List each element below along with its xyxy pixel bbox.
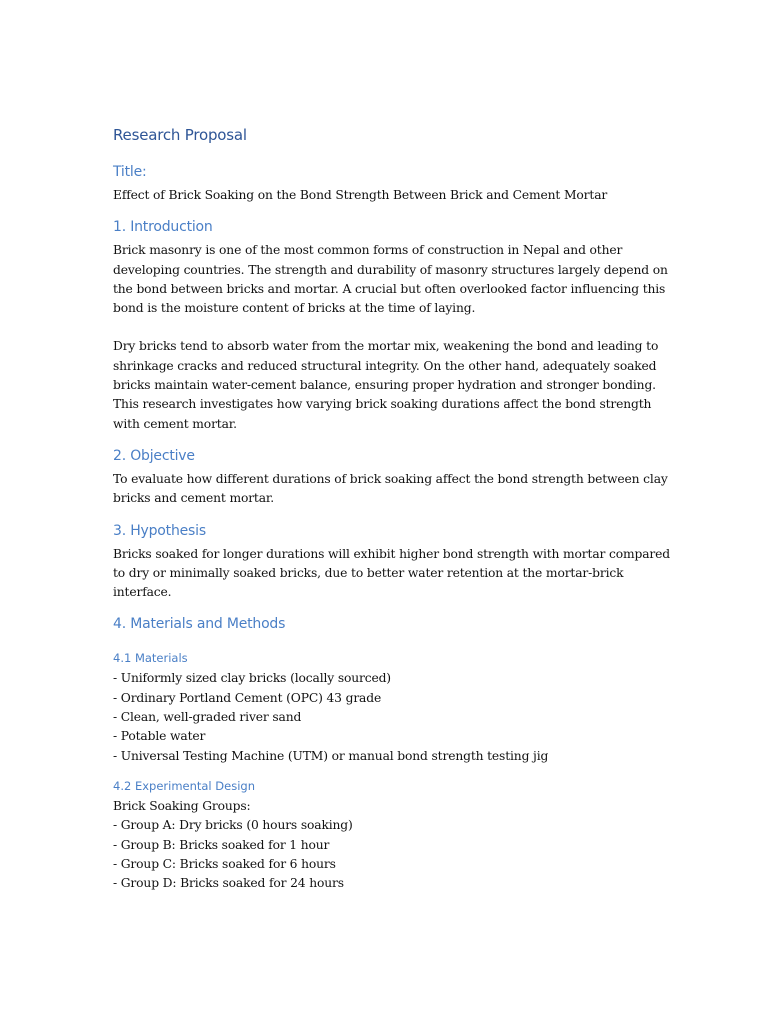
introduction-paragraph-2 <box>113 337 658 433</box>
text-line: to dry or minimally soaked bricks, due to better water retention at the mortar-brick <box>113 565 624 580</box>
list-item: - Universal Testing Machine (UTM) or manual bond strength testing jig <box>113 748 549 763</box>
text-line: Bricks soaked for longer durations will exhibit higher bond strength with mortar compared <box>113 546 670 561</box>
objective-heading: 2. Objective <box>113 447 195 464</box>
text-line: shrinkage cracks and reduced structural integrity. On the other hand, adequately soaked <box>113 358 657 373</box>
text-line: This research investigates how varying brick soaking durations affect the bond strength <box>113 397 652 412</box>
hypothesis-heading: 3. Hypothesis <box>113 522 206 539</box>
list-item: - Clean, well-graded river sand <box>113 710 302 725</box>
list-item: - Group A: Dry bricks (0 hours soaking) <box>113 818 353 833</box>
list-item: - Potable water <box>113 729 206 744</box>
list-item: - Group B: Bricks soaked for 1 hour <box>113 837 330 852</box>
text-line: Brick masonry is one of the most common forms of construction in Nepal and other <box>113 243 623 258</box>
text-line: Dry bricks tend to absorb water from the mortar mix, weakening the bond and leading to <box>113 339 659 354</box>
list-item: - Group D: Bricks soaked for 24 hours <box>113 876 344 891</box>
experimental-design-list <box>113 797 658 893</box>
objective-paragraph <box>113 470 668 509</box>
title-label: Title: <box>113 164 147 180</box>
title-text <box>113 186 658 205</box>
text-line: bond is the moisture content of bricks at the time of laying. <box>113 301 476 316</box>
introduction-heading: 1. Introduction <box>113 219 213 236</box>
introduction-paragraph-1 <box>113 241 668 318</box>
text-line: with cement mortar. <box>113 416 237 431</box>
hypothesis-paragraph <box>113 545 670 603</box>
list-item: - Group C: Bricks soaked for 6 hours <box>113 856 336 871</box>
document-content <box>113 124 670 893</box>
design-intro: Brick Soaking Groups: <box>113 798 251 813</box>
text-line: bricks and cement mortar. <box>113 491 275 506</box>
materials-subheading: 4.1 Materials <box>113 651 188 666</box>
materials-list <box>113 669 658 765</box>
title-text-line: Effect of Brick Soaking on the Bond Strength Between Brick and Cement Mortar <box>113 188 608 202</box>
document-heading: Research Proposal <box>113 126 247 144</box>
list-item: - Uniformly sized clay bricks (locally sourced) <box>113 671 391 686</box>
text-line: To evaluate how different durations of brick soaking affect the bond strength between clay <box>113 471 668 486</box>
text-line: interface. <box>113 585 172 600</box>
list-item: - Ordinary Portland Cement (OPC) 43 grade <box>113 690 382 705</box>
text-line: the bond between bricks and mortar. A crucial but often overlooked factor influencing this <box>113 281 666 296</box>
text-line: developing countries. The strength and durability of masonry structures largely depend on <box>113 262 668 277</box>
materials-methods-heading: 4. Materials and Methods <box>113 616 286 633</box>
experimental-design-subheading: 4.2 Experimental Design <box>113 778 255 793</box>
text-line: bricks maintain water-cement balance, ensuring proper hydration and stronger bonding. <box>113 378 656 393</box>
